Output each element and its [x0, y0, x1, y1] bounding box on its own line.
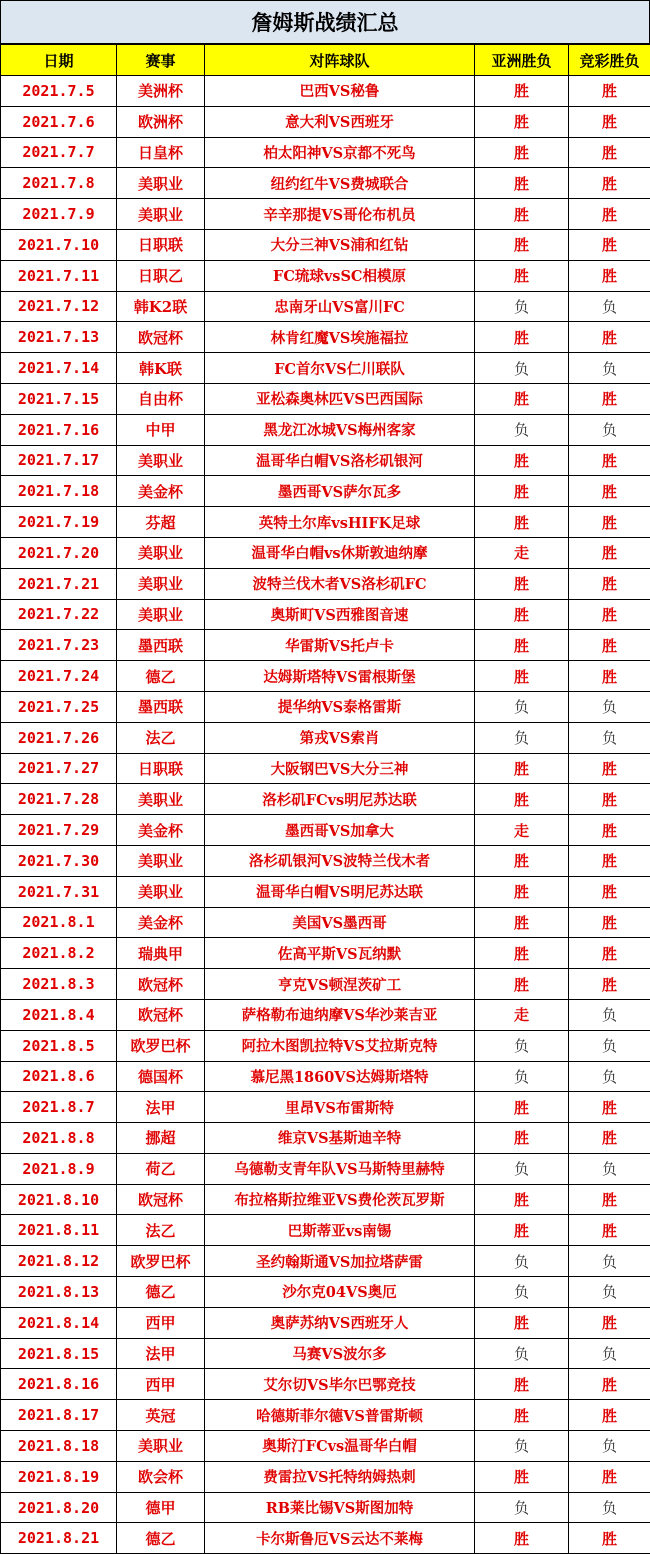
table-row [1, 599, 650, 630]
asia-result-cell: 负 [475, 353, 569, 384]
jc-result-cell: 胜 [569, 753, 650, 784]
league-cell: 英冠 [117, 1400, 205, 1431]
date-cell: 2021.7.9 [1, 199, 117, 230]
league-cell: 欧冠杯 [117, 322, 205, 353]
table-row [1, 1246, 650, 1277]
teams-cell: 洛杉矶银河VS波特兰伐木者 [205, 845, 475, 876]
teams-cell: 萨格勒布迪纳摩VS华沙莱吉亚 [205, 999, 475, 1030]
table-row [1, 661, 650, 692]
header-jc-result: 竞彩胜负 [569, 45, 650, 76]
jc-result-cell: 胜 [569, 229, 650, 260]
jc-result-cell: 负 [569, 1431, 650, 1462]
league-cell: 墨西联 [117, 691, 205, 722]
date-cell: 2021.8.1 [1, 907, 117, 938]
league-cell: 日职联 [117, 753, 205, 784]
date-cell: 2021.7.30 [1, 845, 117, 876]
teams-cell: 意大利VS西班牙 [205, 106, 475, 137]
table-row [1, 1307, 650, 1338]
jc-result-cell: 胜 [569, 476, 650, 507]
date-cell: 2021.8.17 [1, 1400, 117, 1431]
date-cell: 2021.7.27 [1, 753, 117, 784]
jc-result-cell: 负 [569, 414, 650, 445]
league-cell: 美职业 [117, 537, 205, 568]
teams-cell: 辛辛那提VS哥伦布机员 [205, 199, 475, 230]
asia-result-cell: 胜 [475, 322, 569, 353]
teams-cell: 黑龙江冰城VS梅州客家 [205, 414, 475, 445]
league-cell: 美职业 [117, 168, 205, 199]
date-cell: 2021.8.9 [1, 1153, 117, 1184]
date-cell: 2021.7.18 [1, 476, 117, 507]
teams-cell: 里昂VS布雷斯特 [205, 1092, 475, 1123]
teams-cell: 纽约红牛VS费城联合 [205, 168, 475, 199]
asia-result-cell: 胜 [475, 876, 569, 907]
league-cell: 德国杯 [117, 1061, 205, 1092]
teams-cell: 柏太阳神VS京都不死鸟 [205, 137, 475, 168]
teams-cell: 波特兰伐木者VS洛杉矶FC [205, 568, 475, 599]
league-cell: 欧会杯 [117, 1461, 205, 1492]
date-cell: 2021.8.11 [1, 1215, 117, 1246]
league-cell: 美职业 [117, 568, 205, 599]
league-cell: 中甲 [117, 414, 205, 445]
teams-cell: 佐高平斯VS瓦纳默 [205, 938, 475, 969]
table-row [1, 907, 650, 938]
date-cell: 2021.7.19 [1, 507, 117, 538]
jc-result-cell: 胜 [569, 260, 650, 291]
date-cell: 2021.7.15 [1, 383, 117, 414]
table-row [1, 1123, 650, 1154]
league-cell: 法乙 [117, 722, 205, 753]
date-cell: 2021.7.23 [1, 630, 117, 661]
date-cell: 2021.7.14 [1, 353, 117, 384]
header-date: 日期 [1, 45, 117, 76]
date-cell: 2021.7.17 [1, 445, 117, 476]
table-row [1, 691, 650, 722]
date-cell: 2021.7.29 [1, 815, 117, 846]
header-asia-result: 亚洲胜负 [475, 45, 569, 76]
date-cell: 2021.7.25 [1, 691, 117, 722]
teams-cell: 温哥华白帽vs休斯敦迪纳摩 [205, 537, 475, 568]
table-row [1, 260, 650, 291]
table-row [1, 1461, 650, 1492]
jc-result-cell: 胜 [569, 199, 650, 230]
jc-result-cell: 胜 [569, 1092, 650, 1123]
teams-cell: 洛杉矶FCvs明尼苏达联 [205, 784, 475, 815]
teams-cell: 布拉格斯拉维亚VS费伦茨瓦罗斯 [205, 1184, 475, 1215]
table-row [1, 722, 650, 753]
asia-result-cell: 胜 [475, 1461, 569, 1492]
teams-cell: 大阪钢巴VS大分三神 [205, 753, 475, 784]
table-row [1, 568, 650, 599]
table-row [1, 1215, 650, 1246]
table-row [1, 137, 650, 168]
jc-result-cell: 胜 [569, 1523, 650, 1554]
jc-result-cell: 负 [569, 722, 650, 753]
jc-result-cell: 负 [569, 1246, 650, 1277]
teams-cell: 维京VS基斯迪辛特 [205, 1123, 475, 1154]
league-cell: 日职联 [117, 229, 205, 260]
league-cell: 德乙 [117, 1277, 205, 1308]
table-row [1, 229, 650, 260]
league-cell: 美金杯 [117, 476, 205, 507]
table-row [1, 969, 650, 1000]
league-cell: 美职业 [117, 1431, 205, 1462]
date-cell: 2021.8.15 [1, 1338, 117, 1369]
teams-cell: 圣约翰斯通VS加拉塔萨雷 [205, 1246, 475, 1277]
date-cell: 2021.7.20 [1, 537, 117, 568]
asia-result-cell: 胜 [475, 1400, 569, 1431]
asia-result-cell: 胜 [475, 753, 569, 784]
date-cell: 2021.7.24 [1, 661, 117, 692]
date-cell: 2021.7.10 [1, 229, 117, 260]
jc-result-cell: 胜 [569, 1369, 650, 1400]
date-cell: 2021.7.21 [1, 568, 117, 599]
table-body [1, 76, 650, 1554]
teams-cell: 卡尔斯鲁厄VS云达不莱梅 [205, 1523, 475, 1554]
jc-result-cell: 胜 [569, 137, 650, 168]
teams-cell: 沙尔克04VS奥厄 [205, 1277, 475, 1308]
table-row [1, 1492, 650, 1523]
league-cell: 韩K联 [117, 353, 205, 384]
jc-result-cell: 胜 [569, 630, 650, 661]
asia-result-cell: 走 [475, 815, 569, 846]
asia-result-cell: 胜 [475, 599, 569, 630]
jc-result-cell: 胜 [569, 1184, 650, 1215]
asia-result-cell: 负 [475, 1277, 569, 1308]
league-cell: 美金杯 [117, 815, 205, 846]
teams-cell: 慕尼黑1860VS达姆斯塔特 [205, 1061, 475, 1092]
league-cell: 法甲 [117, 1092, 205, 1123]
teams-cell: FC首尔VS仁川联队 [205, 353, 475, 384]
date-cell: 2021.8.13 [1, 1277, 117, 1308]
league-cell: 西甲 [117, 1369, 205, 1400]
asia-result-cell: 走 [475, 537, 569, 568]
table-row [1, 106, 650, 137]
date-cell: 2021.8.8 [1, 1123, 117, 1154]
table-row [1, 784, 650, 815]
league-cell: 德甲 [117, 1492, 205, 1523]
league-cell: 自由杯 [117, 383, 205, 414]
asia-result-cell: 胜 [475, 76, 569, 107]
table-row [1, 322, 650, 353]
table-row [1, 815, 650, 846]
table-row [1, 507, 650, 538]
date-cell: 2021.7.31 [1, 876, 117, 907]
table-row [1, 1277, 650, 1308]
asia-result-cell: 胜 [475, 507, 569, 538]
asia-result-cell: 负 [475, 722, 569, 753]
table-row [1, 1184, 650, 1215]
teams-cell: 哈德斯菲尔德VS普雷斯顿 [205, 1400, 475, 1431]
date-cell: 2021.8.14 [1, 1307, 117, 1338]
jc-result-cell: 胜 [569, 383, 650, 414]
date-cell: 2021.7.7 [1, 137, 117, 168]
date-cell: 2021.8.21 [1, 1523, 117, 1554]
asia-result-cell: 负 [475, 1431, 569, 1462]
asia-result-cell: 胜 [475, 1523, 569, 1554]
date-cell: 2021.8.18 [1, 1431, 117, 1462]
league-cell: 韩K2联 [117, 291, 205, 322]
league-cell: 美职业 [117, 784, 205, 815]
table-row [1, 383, 650, 414]
asia-result-cell: 胜 [475, 1092, 569, 1123]
header-teams: 对阵球队 [205, 45, 475, 76]
date-cell: 2021.7.22 [1, 599, 117, 630]
header-row [1, 45, 650, 76]
table-row [1, 199, 650, 230]
teams-cell: 亚松森奥林匹VS巴西国际 [205, 383, 475, 414]
jc-result-cell: 负 [569, 353, 650, 384]
asia-result-cell: 负 [475, 1153, 569, 1184]
jc-result-cell: 胜 [569, 815, 650, 846]
jc-result-cell: 胜 [569, 1307, 650, 1338]
jc-result-cell: 胜 [569, 568, 650, 599]
date-cell: 2021.8.3 [1, 969, 117, 1000]
date-cell: 2021.8.10 [1, 1184, 117, 1215]
league-cell: 墨西联 [117, 630, 205, 661]
teams-cell: 巴西VS秘鲁 [205, 76, 475, 107]
jc-result-cell: 胜 [569, 845, 650, 876]
league-cell: 美职业 [117, 599, 205, 630]
league-cell: 美职业 [117, 445, 205, 476]
teams-cell: 第戎VS索肖 [205, 722, 475, 753]
asia-result-cell: 胜 [475, 260, 569, 291]
league-cell: 欧冠杯 [117, 969, 205, 1000]
table-row [1, 168, 650, 199]
date-cell: 2021.7.5 [1, 76, 117, 107]
table-row [1, 938, 650, 969]
date-cell: 2021.7.8 [1, 168, 117, 199]
teams-cell: 达姆斯塔特VS雷根斯堡 [205, 661, 475, 692]
teams-cell: 忠南牙山VS富川FC [205, 291, 475, 322]
teams-cell: 马赛VS波尔多 [205, 1338, 475, 1369]
date-cell: 2021.7.13 [1, 322, 117, 353]
asia-result-cell: 胜 [475, 845, 569, 876]
league-cell: 德乙 [117, 661, 205, 692]
date-cell: 2021.7.12 [1, 291, 117, 322]
date-cell: 2021.7.6 [1, 106, 117, 137]
teams-cell: 阿拉木图凯拉特VS艾拉斯克特 [205, 1030, 475, 1061]
date-cell: 2021.8.4 [1, 999, 117, 1030]
teams-cell: 奥斯町VS西雅图音速 [205, 599, 475, 630]
jc-result-cell: 胜 [569, 1461, 650, 1492]
league-cell: 美洲杯 [117, 76, 205, 107]
date-cell: 2021.7.16 [1, 414, 117, 445]
date-cell: 2021.8.5 [1, 1030, 117, 1061]
jc-result-cell: 胜 [569, 76, 650, 107]
league-cell: 瑞典甲 [117, 938, 205, 969]
asia-result-cell: 胜 [475, 229, 569, 260]
date-cell: 2021.8.7 [1, 1092, 117, 1123]
jc-result-cell: 胜 [569, 599, 650, 630]
results-table [0, 44, 650, 1554]
league-cell: 荷乙 [117, 1153, 205, 1184]
teams-cell: 温哥华白帽VS明尼苏达联 [205, 876, 475, 907]
league-cell: 美职业 [117, 845, 205, 876]
date-cell: 2021.7.26 [1, 722, 117, 753]
table-row [1, 630, 650, 661]
jc-result-cell: 负 [569, 691, 650, 722]
league-cell: 美职业 [117, 876, 205, 907]
league-cell: 法乙 [117, 1215, 205, 1246]
asia-result-cell: 胜 [475, 969, 569, 1000]
league-cell: 日职乙 [117, 260, 205, 291]
league-cell: 欧洲杯 [117, 106, 205, 137]
jc-result-cell: 负 [569, 999, 650, 1030]
asia-result-cell: 负 [475, 1061, 569, 1092]
jc-result-cell: 胜 [569, 507, 650, 538]
asia-result-cell: 胜 [475, 476, 569, 507]
date-cell: 2021.8.16 [1, 1369, 117, 1400]
league-cell: 欧冠杯 [117, 1184, 205, 1215]
teams-cell: 费雷拉VS托特纳姆热刺 [205, 1461, 475, 1492]
table-row [1, 1369, 650, 1400]
date-cell: 2021.8.19 [1, 1461, 117, 1492]
asia-result-cell: 负 [475, 1030, 569, 1061]
table-row [1, 845, 650, 876]
teams-cell: 艾尔切VS毕尔巴鄂竞技 [205, 1369, 475, 1400]
asia-result-cell: 胜 [475, 199, 569, 230]
league-cell: 西甲 [117, 1307, 205, 1338]
jc-result-cell: 胜 [569, 661, 650, 692]
date-cell: 2021.7.11 [1, 260, 117, 291]
table-row [1, 414, 650, 445]
teams-cell: 墨西哥VS萨尔瓦多 [205, 476, 475, 507]
league-cell: 芬超 [117, 507, 205, 538]
date-cell: 2021.7.28 [1, 784, 117, 815]
jc-result-cell: 胜 [569, 876, 650, 907]
teams-cell: 奥斯汀FCvs温哥华白帽 [205, 1431, 475, 1462]
asia-result-cell: 胜 [475, 383, 569, 414]
jc-result-cell: 胜 [569, 106, 650, 137]
jc-result-cell: 负 [569, 1338, 650, 1369]
table-row [1, 1431, 650, 1462]
asia-result-cell: 负 [475, 691, 569, 722]
league-cell: 日皇杯 [117, 137, 205, 168]
asia-result-cell: 胜 [475, 1184, 569, 1215]
table-row [1, 1030, 650, 1061]
asia-result-cell: 负 [475, 414, 569, 445]
jc-result-cell: 负 [569, 1277, 650, 1308]
teams-cell: 林肯红魔VS埃施福拉 [205, 322, 475, 353]
league-cell: 美职业 [117, 199, 205, 230]
date-cell: 2021.8.2 [1, 938, 117, 969]
teams-cell: 华雷斯VS托卢卡 [205, 630, 475, 661]
teams-cell: 亨克VS顿涅茨矿工 [205, 969, 475, 1000]
jc-result-cell: 负 [569, 1030, 650, 1061]
header-league: 赛事 [117, 45, 205, 76]
jc-result-cell: 负 [569, 1153, 650, 1184]
jc-result-cell: 胜 [569, 938, 650, 969]
table-row [1, 476, 650, 507]
page-title: 詹姆斯战绩汇总 [0, 0, 650, 44]
table-row [1, 876, 650, 907]
table-row [1, 1523, 650, 1554]
date-cell: 2021.8.6 [1, 1061, 117, 1092]
table-row [1, 1153, 650, 1184]
teams-cell: 英特土尔库vsHIFK足球 [205, 507, 475, 538]
asia-result-cell: 胜 [475, 445, 569, 476]
table-row [1, 445, 650, 476]
date-cell: 2021.8.20 [1, 1492, 117, 1523]
table-row [1, 291, 650, 322]
jc-result-cell: 负 [569, 1061, 650, 1092]
jc-result-cell: 胜 [569, 537, 650, 568]
asia-result-cell: 负 [475, 1246, 569, 1277]
asia-result-cell: 胜 [475, 907, 569, 938]
table-row [1, 1092, 650, 1123]
jc-result-cell: 胜 [569, 1123, 650, 1154]
asia-result-cell: 负 [475, 1492, 569, 1523]
teams-cell: 提华纳VS泰格雷斯 [205, 691, 475, 722]
asia-result-cell: 负 [475, 1338, 569, 1369]
league-cell: 欧冠杯 [117, 999, 205, 1030]
asia-result-cell: 胜 [475, 784, 569, 815]
teams-cell: RB莱比锡VS斯图加特 [205, 1492, 475, 1523]
jc-result-cell: 胜 [569, 168, 650, 199]
asia-result-cell: 胜 [475, 1369, 569, 1400]
jc-result-cell: 负 [569, 1492, 650, 1523]
league-cell: 法甲 [117, 1338, 205, 1369]
asia-result-cell: 胜 [475, 1123, 569, 1154]
teams-cell: 巴斯蒂亚vs南锡 [205, 1215, 475, 1246]
jc-result-cell: 胜 [569, 784, 650, 815]
teams-cell: 乌德勒支青年队VS马斯特里赫特 [205, 1153, 475, 1184]
asia-result-cell: 胜 [475, 938, 569, 969]
table-row [1, 537, 650, 568]
table-row [1, 753, 650, 784]
asia-result-cell: 胜 [475, 630, 569, 661]
asia-result-cell: 胜 [475, 168, 569, 199]
league-cell: 美金杯 [117, 907, 205, 938]
table-row [1, 1338, 650, 1369]
asia-result-cell: 负 [475, 291, 569, 322]
teams-cell: 墨西哥VS加拿大 [205, 815, 475, 846]
jc-result-cell: 胜 [569, 907, 650, 938]
asia-result-cell: 胜 [475, 661, 569, 692]
teams-cell: 美国VS墨西哥 [205, 907, 475, 938]
asia-result-cell: 胜 [475, 1215, 569, 1246]
jc-result-cell: 胜 [569, 445, 650, 476]
asia-result-cell: 胜 [475, 106, 569, 137]
table-row [1, 76, 650, 107]
league-cell: 欧罗巴杯 [117, 1030, 205, 1061]
teams-cell: 大分三神VS浦和红钻 [205, 229, 475, 260]
teams-cell: 温哥华白帽VS洛杉矶银河 [205, 445, 475, 476]
date-cell: 2021.8.12 [1, 1246, 117, 1277]
asia-result-cell: 胜 [475, 1307, 569, 1338]
asia-result-cell: 走 [475, 999, 569, 1030]
league-cell: 德乙 [117, 1523, 205, 1554]
jc-result-cell: 胜 [569, 1215, 650, 1246]
table-row [1, 1400, 650, 1431]
asia-result-cell: 胜 [475, 568, 569, 599]
jc-result-cell: 胜 [569, 322, 650, 353]
league-cell: 欧罗巴杯 [117, 1246, 205, 1277]
teams-cell: 奥萨苏纳VS西班牙人 [205, 1307, 475, 1338]
table-row [1, 353, 650, 384]
table-row [1, 999, 650, 1030]
league-cell: 挪超 [117, 1123, 205, 1154]
jc-result-cell: 胜 [569, 1400, 650, 1431]
table-row [1, 1061, 650, 1092]
jc-result-cell: 负 [569, 291, 650, 322]
asia-result-cell: 胜 [475, 137, 569, 168]
teams-cell: FC琉球vsSC相模原 [205, 260, 475, 291]
jc-result-cell: 胜 [569, 969, 650, 1000]
